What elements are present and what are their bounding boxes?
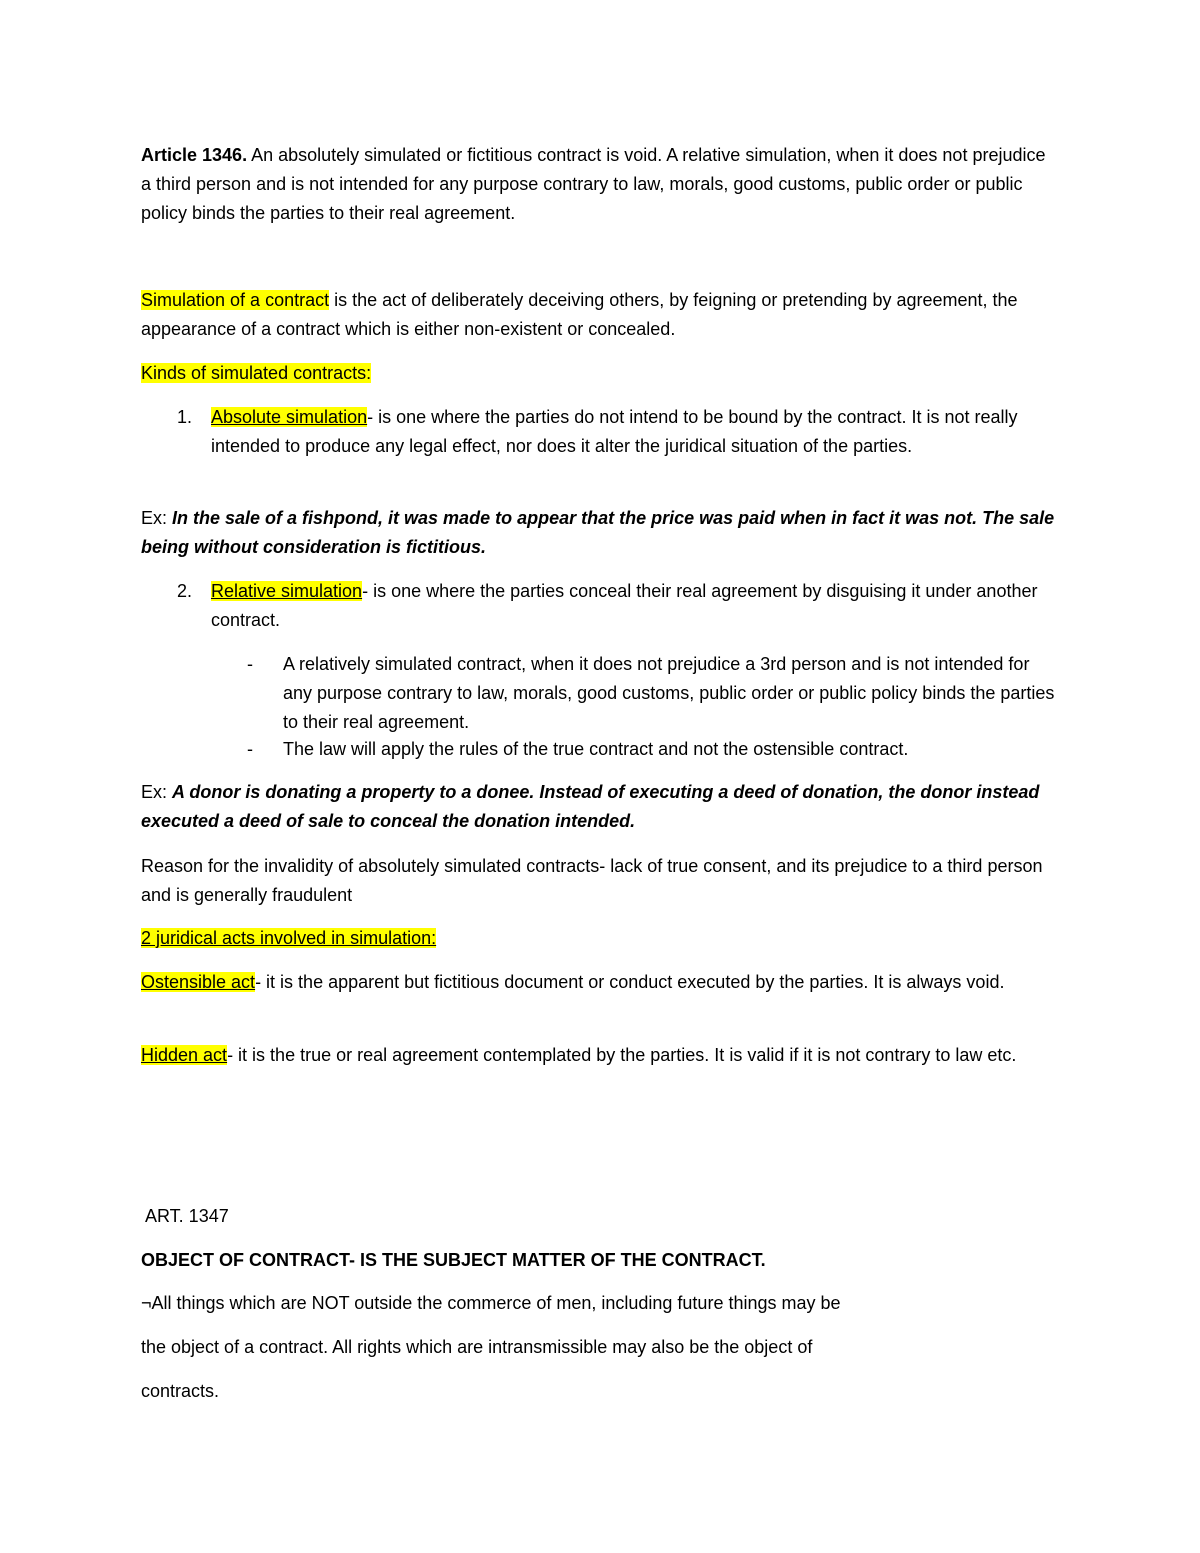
absolute-simulation-term: Absolute simulation: [211, 407, 368, 427]
simulation-term: Simulation of a contract: [141, 290, 330, 310]
bullet-item: The law will apply the rules of the true contract and not the ostensible contract.: [283, 739, 909, 759]
list-item-absolute: [211, 403, 1056, 461]
bullet-mark: -: [247, 654, 253, 674]
bullet-item: A relatively simulated contract, when it does not prejudice a 3rd person and is not intended for any purpose contrary to law, morals, good customs, public order or public policy binds the parties to their real agreement.: [283, 654, 1055, 732]
bullet-mark: -: [247, 739, 253, 759]
ostensible-act-text: - it is the apparent but fictitious document or conduct executed by the parties. It is always void.: [255, 972, 1005, 992]
object-of-contract-heading: OBJECT OF CONTRACT- IS THE SUBJECT MATTER OF THE CONTRACT.: [141, 1250, 766, 1270]
example-2: [141, 778, 1056, 836]
kinds-heading-paragraph: [141, 359, 1056, 388]
example-2-text: A donor is donating a property to a donee. Instead of executing a deed of donation, the donor instead executed a deed of sale to conceal the donation intended.: [141, 782, 1040, 831]
example-1-prefix: Ex:: [141, 508, 173, 528]
object-line: contracts.: [141, 1381, 220, 1401]
article-1346-text: An absolutely simulated or fictitious contract is void. A relative simulation, when it does not prejudice a third person and is not intended for any purpose contrary to law, morals, good customs, public order or public policy binds the parties to their real agreement.: [141, 145, 1046, 223]
list-number-1: 1.: [177, 407, 193, 427]
list-number-2: 2.: [177, 581, 193, 601]
kinds-heading: Kinds of simulated contracts:: [141, 363, 372, 383]
relative-simulation-term: Relative simulation: [211, 581, 363, 601]
hidden-act-term: Hidden act: [141, 1045, 228, 1065]
example-2-prefix: Ex:: [141, 782, 173, 802]
article-1346-paragraph: [141, 141, 1056, 228]
article-1346-label: Article 1346.: [141, 145, 248, 165]
hidden-act-text: - it is the true or real agreement contemplated by the parties. It is valid if it is not contrary to law etc.: [227, 1045, 1017, 1065]
simulation-text: is the act of deliberately deceiving others, by feigning or pretending by agreement, the appearance of a contract which is either non-existent or concealed.: [141, 290, 1018, 339]
art-1347-heading: ART. 1347: [145, 1206, 229, 1226]
juridical-heading: 2 juridical acts involved in simulation:: [141, 928, 437, 948]
ostensible-act-term: Ostensible act: [141, 972, 256, 992]
hidden-act-paragraph: [141, 1041, 1056, 1070]
object-line: ¬All things which are NOT outside the commerce of men, including future things may be: [141, 1293, 841, 1313]
object-line: the object of a contract. All rights which are intransmissible may also be the object of: [141, 1337, 813, 1357]
ostensible-act-paragraph: [141, 968, 1056, 997]
juridical-heading-paragraph: [141, 924, 1056, 953]
reason-paragraph: Reason for the invalidity of absolutely simulated contracts- lack of true consent, and its prejudice to a third person and is generally fraudulent: [141, 856, 1043, 905]
example-1-text: In the sale of a fishpond, it was made to appear that the price was paid when in fact it was not. The sale being without consideration is fictitious.: [141, 508, 1055, 557]
simulation-definition: [141, 286, 1056, 344]
relative-simulation-text: - is one where the parties conceal their real agreement by disguising it under another contract.: [211, 581, 1038, 630]
example-1: [141, 504, 1056, 562]
absolute-simulation-text: - is one where the parties do not intend to be bound by the contract. It is not really intended to produce any legal effect, nor does it alter the juridical situation of the parties.: [211, 407, 1018, 456]
list-item-relative: [211, 577, 1056, 635]
